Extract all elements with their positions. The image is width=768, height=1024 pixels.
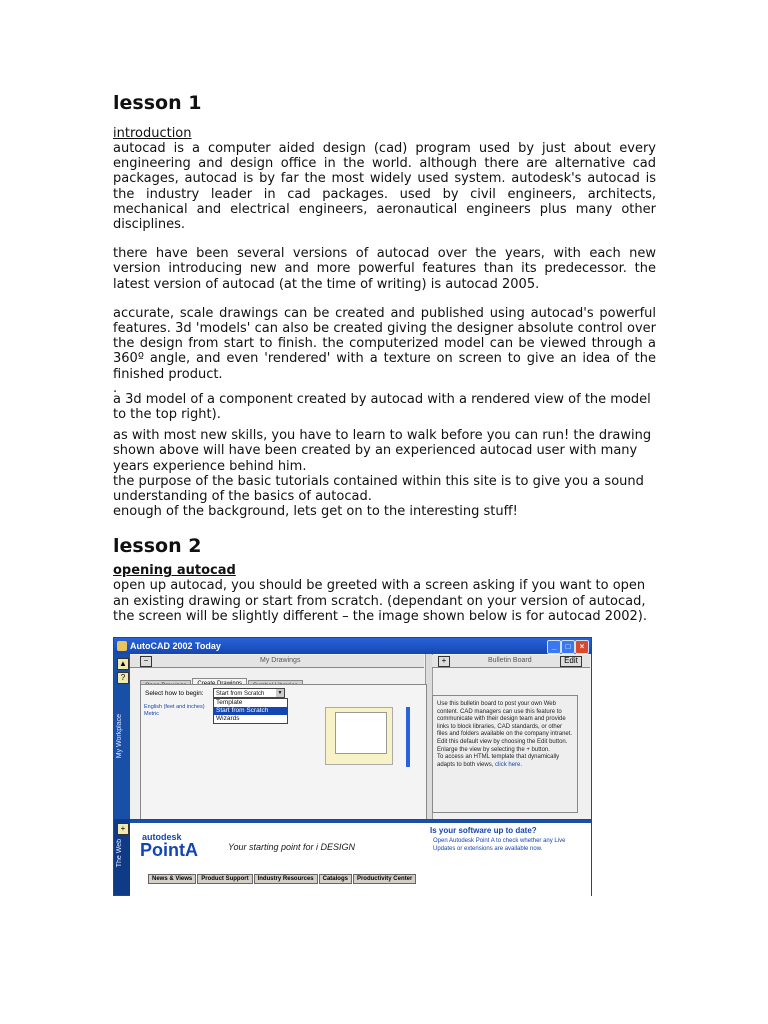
maximize-icon[interactable]: □ [561, 640, 575, 654]
point-a-footer [130, 819, 591, 896]
bulletin-board-label: Bulletin Board [488, 657, 532, 664]
dropdown-item-start-from-scratch[interactable]: Start from Scratch [214, 707, 287, 715]
bulletin-board-panel [432, 695, 578, 813]
up-to-date-text[interactable]: Open Autodesk Point A to check whether any Live Updates or extensions are available now. [433, 838, 566, 852]
bulletin-text [437, 701, 573, 769]
lesson-1-heading: lesson 1 [113, 92, 202, 114]
select-begin-label: Select how to begin: [145, 690, 204, 697]
dropdown-item-template[interactable]: Template [216, 699, 243, 706]
autodesk-logo: autodesk [142, 832, 182, 842]
help-icon[interactable]: ? [117, 672, 129, 684]
unit-option-metric[interactable]: Metric [144, 711, 159, 717]
footer-band [130, 820, 591, 823]
intro-paragraph-7: enough of the background, lets get on to the interesting stuff! [113, 504, 518, 520]
autocad-today-screenshot [113, 637, 592, 896]
intro-paragraph-3: accurate, scale drawings can be created and published using autocad's powerful features. 3d 'models' can also be created giving the designer absolute control over the design from start to finish. the computerized model can be viewed through a 360º angle, and even 'rendered' with a texture on screen to give an idea of the finished product. [113, 305, 656, 382]
intro-paragraph-5: as with most new skills, you have to learn to walk before you can run! the drawing shown above will have been created by an experienced autocad user with many years experience behind him. [113, 428, 652, 474]
minimize-icon[interactable]: _ [547, 640, 561, 654]
opening-autocad-subheading: opening autocad [113, 563, 236, 579]
nav-productivity-center[interactable]: Productivity Center [353, 874, 416, 884]
drawing-tabs [140, 673, 304, 684]
intro-paragraph-4: a 3d model of a component created by autocad with a rendered view of the model to the top right). [113, 391, 651, 423]
the-web-label: The Web [116, 839, 123, 868]
lesson-2-heading: lesson 2 [113, 535, 202, 558]
lesson-2-paragraph: open up autocad, you should be greeted with a screen asking if you want to open an existing drawing or start from scratch. (dependant on your version of autocad, the screen will be slightly different – the image shown below is for autocad 2002). [113, 578, 648, 624]
up-to-date-heading: Is your software up to date? [430, 826, 537, 835]
web-plus-icon[interactable]: + [117, 823, 129, 835]
intro-paragraph-2: there have been several versions of autocad over the years, with each new version introducing new and more powerful features than its predecessor. the latest version of autocad (at the time of writing) is autocad 2005. [113, 246, 656, 292]
document-body [113, 90, 656, 624]
drawing-preview [325, 707, 393, 765]
intro-paragraph-6: the purpose of the basic tutorials contained within this site is to give you a sound understanding of the basics of autocad. [113, 473, 644, 505]
preview-sheet [335, 712, 387, 754]
intro-paragraph-1: autocad is a computer aided design (cad) program used by just about every engineering and design office in the world. although there are alternative cad packages, autocad is by far the most widely used system. autodesk's autocad is the industry leader in cad packages. used by civil engineers, architects, mechanical and electrical engineers, aeronautical engineers plus many other disciplines. [113, 141, 656, 233]
app-icon [117, 641, 127, 651]
nav-industry-resources[interactable]: Industry Resources [254, 874, 318, 884]
chevron-down-icon[interactable]: ▼ [277, 690, 283, 696]
introduction-subheading: introduction [113, 126, 192, 141]
dropdown-item-wizards[interactable]: Wizards [216, 715, 240, 722]
bullet-dot: . [113, 380, 118, 396]
bulletin-board-header [432, 655, 590, 668]
nav-product-support[interactable]: Product Support [197, 874, 252, 884]
create-drawings-panel [140, 684, 427, 822]
point-a-tagline: Your starting point for i DESIGN [228, 842, 356, 852]
begin-select-value: Start from Scratch [216, 691, 265, 697]
window-titlebar [114, 638, 591, 654]
preview-scrollbar[interactable] [406, 707, 410, 767]
begin-select[interactable] [213, 688, 285, 698]
unit-option-english[interactable]: English (feet and inches) [144, 704, 205, 710]
bulletin-body-2: To access an HTML template that dynamically adapts to both views, [437, 754, 560, 768]
nav-catalogs[interactable]: Catalogs [319, 874, 352, 884]
bulletin-link[interactable]: click here. [495, 761, 523, 768]
nav-news-views[interactable]: News & Views [148, 874, 196, 884]
begin-dropdown [213, 698, 288, 724]
bulletin-edit-button[interactable]: Edit [560, 656, 582, 667]
my-drawings-header [130, 655, 424, 668]
unit-options [144, 704, 205, 718]
point-a-nav [148, 867, 417, 885]
close-icon[interactable]: × [575, 640, 589, 654]
workplace-rail [114, 654, 130, 819]
point-a-logo: PointA [140, 840, 198, 860]
bulletin-plus-icon[interactable]: + [438, 656, 450, 667]
web-rail [114, 819, 130, 895]
rail-collapse-icon[interactable]: ▲ [117, 658, 129, 670]
my-workplace-label: My Workplace [116, 714, 123, 759]
my-drawings-label: My Drawings [260, 657, 301, 664]
bulletin-body: Use this bulletin board to post your own Web content. CAD managers can use this feature to communicate with their design team and provide links to block libraries, CAD standards, or other files and folders available on the company intranet. Edit this default view by choosing the Edit button. Enlarge the view by selecting the + button. [437, 701, 573, 753]
my-drawings-minus-icon[interactable]: − [140, 656, 152, 667]
window-title: AutoCAD 2002 Today [130, 641, 221, 651]
